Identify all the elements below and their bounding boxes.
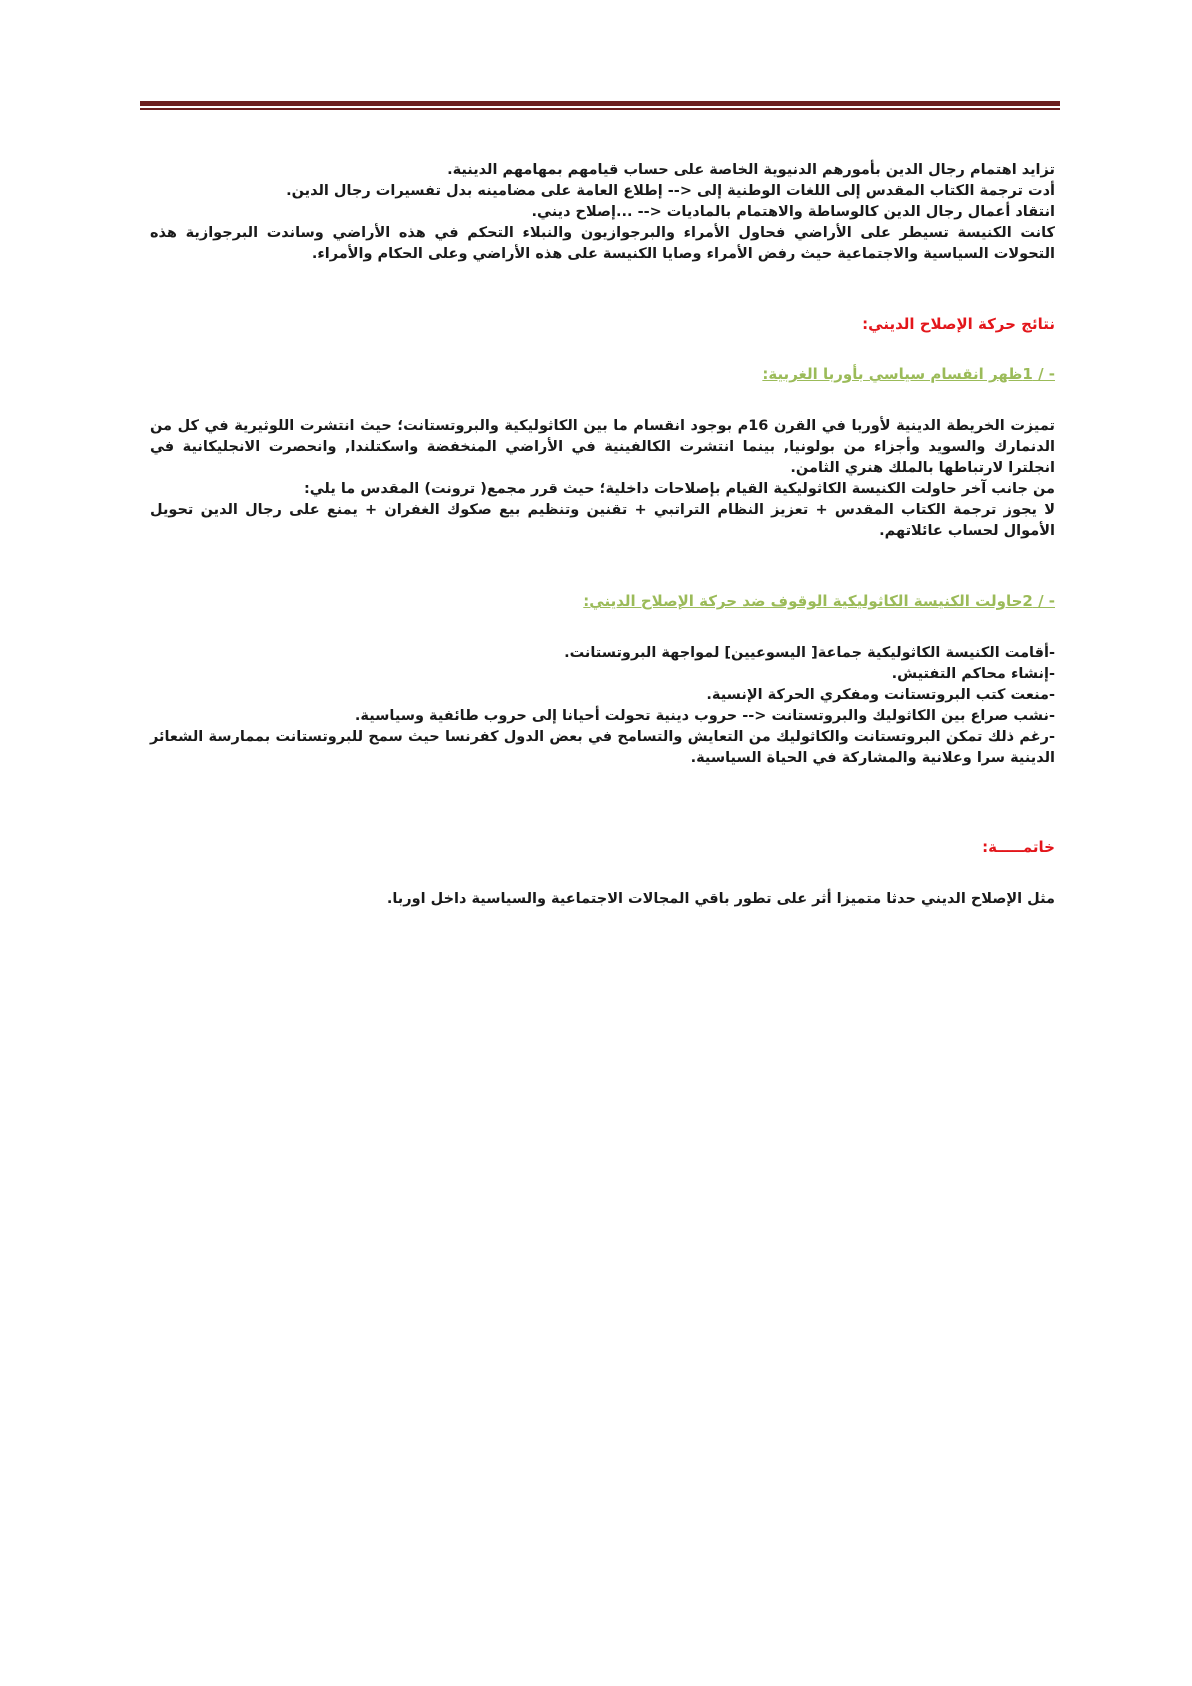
intro-line: أدت ترجمة الكتاب المقدس إلى اللغات الوطنية إلى <-- إطلاع العامة على مضامينه بدل تفسيرات رجال الدين. <box>286 183 1055 199</box>
header-rule-thin <box>140 108 1060 110</box>
list-item: -رغم ذلك تمكن البروتستانت والكاثوليك من التعايش والتسامح في بعض الدول كفرنسا حيث سمح للبروتستانت بممارسة الشعائر الدينية سرا وعلانية والمشاركة في الحياة السياسية. <box>150 729 1055 766</box>
intro-line: تزايد اهتمام رجال الدين بأمورهم الدنيوية الخاصة على حساب قيامهم بمهامهم الدينية. <box>447 162 1055 178</box>
section1-line3: لا يجوز ترجمة الكتاب المقدس + تعزيز النظام التراتبي + تقنين وتنظيم بيع صكوك الغفران + يمنع على رجال الدين تحويل الأموال لحساب عائلاتهم. <box>150 502 1055 539</box>
intro-block <box>150 160 1055 265</box>
header-rule-thick <box>140 101 1060 106</box>
results-heading: نتائج حركة الإصلاح الديني: <box>862 315 1055 333</box>
list-item: -أقامت الكنيسة الكاثوليكية جماعة[ اليسوعيين] لمواجهة البروتستانت. <box>564 645 1055 661</box>
intro-line: انتقاد أعمال رجال الدين كالوساطة والاهتمام بالماديات <-- ...إصلاح ديني. <box>531 204 1055 220</box>
section2-heading: - / 2حاولت الكنيسة الكاثوليكية الوقوف ضد حركة الإصلاح الديني: <box>583 592 1055 610</box>
section1-paragraph: تميزت الخريطة الدينية لأوربا في القرن 16م بوجود انقسام ما بين الكاثوليكية والبروتستانت؛ حيث انتشرت اللوثيرية في كل من الدنمارك والسويد وأجزاء من بولونيا, بينما انتشرت الكالفينية في الأراضي المنخفضة واسكتلندا, وانحصرت الانجليكانية في انجلترا لارتباطها بالملك هنري الثامن. <box>150 418 1055 476</box>
conclusion-text: مثل الإصلاح الديني حدثا متميزا أثر على تطور باقي المجالات الاجتماعية والسياسية داخل اوربا. <box>386 891 1055 907</box>
intro-line: كانت الكنيسة تسيطر على الأراضي فحاول الأمراء والبرجوازيون والنبلاء التحكم في هذه الأراضي وساندت البرجوازية هذه التحولات السياسية والاجتماعية حيث رفض الأمراء وصايا الكنيسة على هذه الأراضي وعلى الحكام والأمراء. <box>150 225 1055 262</box>
section1-heading: - / 1ظهر انقسام سياسي بأوربا الغربية: <box>762 365 1055 383</box>
conclusion-heading: خاتمـــــة: <box>982 838 1055 856</box>
section1-line2: من جانب آخر حاولت الكنيسة الكاثوليكية القيام بإصلاحات داخلية؛ حيث قرر مجمع( ترونت) المقدس ما يلي: <box>303 481 1055 497</box>
list-item: -نشب صراع بين الكاثوليك والبروتستانت <-- حروب دينية تحولت أحيانا إلى حروب طائفية وسياسية. <box>354 708 1055 724</box>
section1-body <box>150 416 1055 542</box>
section2-list <box>150 643 1055 769</box>
list-item: -منعت كتب البروتستانت ومفكري الحركة الإنسية. <box>706 687 1055 703</box>
list-item: -إنشاء محاكم التفتيش. <box>891 666 1055 682</box>
